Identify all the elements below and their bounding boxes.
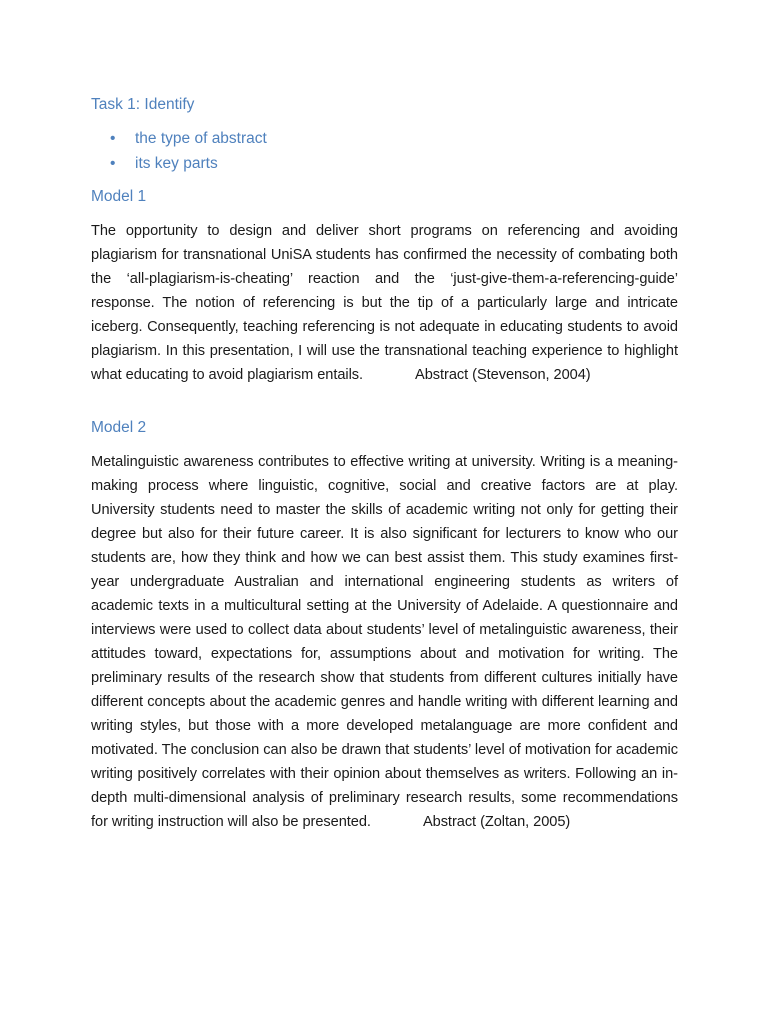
model-2-abstract (91, 450, 678, 834)
model-2-heading: Model 2 (91, 419, 147, 436)
model-1-citation: Abstract (Stevenson, 2004) (415, 367, 591, 383)
bullet-icon: • (110, 154, 116, 172)
task-heading: Task 1: Identify (91, 96, 195, 113)
model-1-abstract (91, 219, 678, 387)
model-2-citation: Abstract (Zoltan, 2005) (422, 814, 571, 830)
task-bullet-text: the type of abstract (135, 130, 267, 147)
bullet-icon: • (110, 130, 116, 147)
task-bullet-item (110, 152, 678, 177)
task-bullet-list (91, 127, 678, 176)
task-bullet-item (110, 127, 678, 152)
model-1-heading: Model 1 (91, 188, 147, 205)
model-2-body-text: Metalinguistic awareness contributes to effective writing at university. Writing is a meaning-making process where linguistic, cognitive, social and creative factors are at play. University students need to master the skills of academic writing not only for getting their degree but also for their future career. It is also significant for lecturers to know who our students are, how they think and how we can best assist them. This study examines first-year undergraduate Australian and international engineering students as writers of academic texts in a multicultural setting at the University of Adelaide. A questionnaire and interviews were used to collect data about students’ level of metalinguistic awareness, their attitudes toward, expectations for, assumptions about and motivation for writing. The preliminary results of the research show that students from different cultures initially have different concepts about the academic genres and handle writing with different learning and writing styles, but those with a more developed metalanguage are more confident and motivated. The conclusion can also be drawn that students’ level of motivation for academic writing positively correlates with their opinion about themselves as writers. Following an in-depth multi-dimensional analysis of preliminary research results, some recommendations for writing instruction will also be presented. (91, 454, 678, 830)
document-page (91, 92, 678, 834)
task-bullet-text: its key parts (135, 154, 218, 172)
model-1-body-text: The opportunity to design and deliver short programs on referencing and avoiding plagiarism for transnational UniSA students has confirmed the necessity of combating both the ‘all-plagiarism-is-cheating’ reaction and the ‘just-give-them-a-referencing-guide’ response. The notion of referencing is but the tip of a particularly large and intricate iceberg. Consequently, teaching referencing is not adequate in educating students to avoid plagiarism. In this presentation, I will use the transnational teaching experience to highlight what educating to avoid plagiarism entails. (91, 223, 678, 383)
